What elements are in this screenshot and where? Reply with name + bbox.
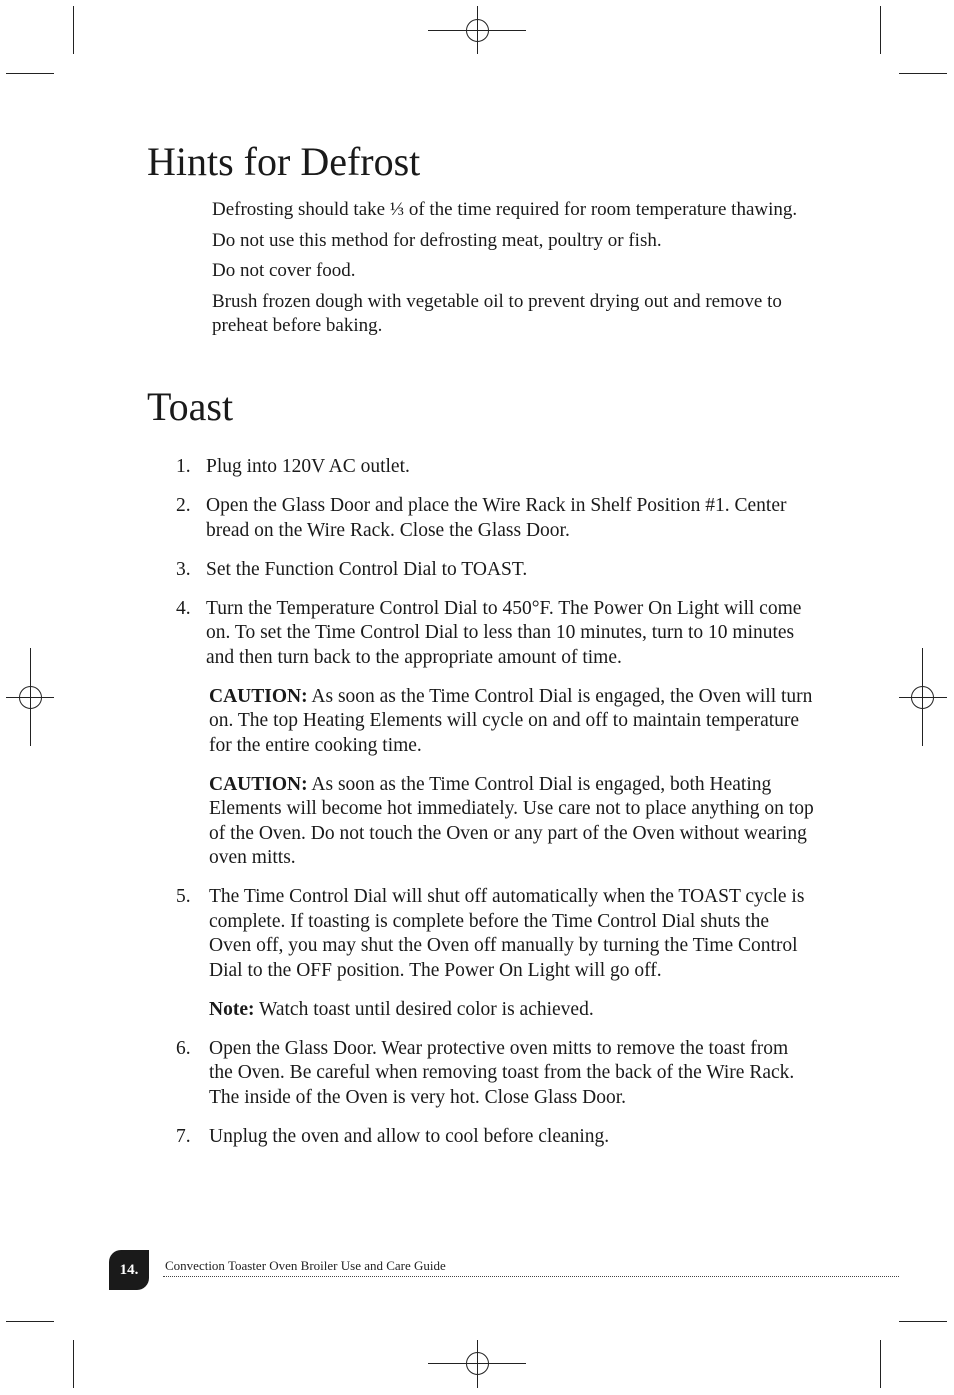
footer-guide-title: Convection Toaster Oven Broiler Use and Care Guide bbox=[165, 1258, 446, 1273]
caution-text: As soon as the Time Control Dial is engaged, both Heating Elements will become hot immediately. Use care not to place anything on top of the Oven. Do not touch the Oven or any part of the Oven without wearing oven mitts. bbox=[209, 773, 814, 868]
step-4 bbox=[176, 597, 816, 871]
step-text: Turn the Temperature Control Dial to 450°F. The Power On Light will come on. To set the Time Control Dial to less than 10 minutes, turn to 10 minutes and then turn back to the appropriate amount of time. bbox=[206, 597, 802, 668]
step-7 bbox=[176, 1125, 816, 1150]
step-number: 2. bbox=[176, 495, 191, 516]
toast-heading: Toast bbox=[147, 384, 234, 429]
caution-2 bbox=[206, 773, 816, 871]
caution-label: CAUTION: bbox=[209, 773, 308, 795]
toast-steps bbox=[176, 455, 816, 1164]
step-number: 3. bbox=[176, 558, 191, 580]
step-text: The Time Control Dial will shut off automatically when the TOAST cycle is complete. If toasting is complete before the Time Control Dial shuts the Oven off, you may shut the Oven off manually by turning the Time Control Dial to the OFF position. The Power On Light will go off. bbox=[209, 886, 805, 981]
step-text: Open the Glass Door and place the Wire Rack in Shelf Position #1. Center bread on the Wire Rack. Close the Glass Door. bbox=[206, 495, 787, 541]
note bbox=[209, 998, 816, 1023]
step-number: 6. bbox=[176, 1037, 191, 1059]
page-number-badge: 14. bbox=[109, 1250, 149, 1290]
step-3 bbox=[176, 558, 816, 583]
step-1 bbox=[176, 455, 816, 480]
step-text: Unplug the oven and allow to cool before cleaning. bbox=[209, 1125, 610, 1147]
step-text: Open the Glass Door. Wear protective oven mitts to remove the toast from the Oven. Be careful when removing toast from the back of the Wire Rack. The inside of the Oven is very hot. Close Glass Door. bbox=[209, 1037, 795, 1108]
defrost-hints bbox=[212, 198, 812, 345]
caution-text: As soon as the Time Control Dial is engaged, the Oven will turn on. The top Heating Elements will cycle on and off to maintain temperature for the entire cooking time. bbox=[209, 685, 813, 756]
defrost-hint: Brush frozen dough with vegetable oil to prevent drying out and remove to preheat before baking. bbox=[212, 290, 782, 336]
step-text: Plug into 120V AC outlet. bbox=[206, 456, 410, 477]
step-6 bbox=[176, 1037, 816, 1111]
defrost-hint: Do not cover food. bbox=[212, 260, 356, 281]
step-number: 4. bbox=[176, 597, 191, 619]
note-text: Watch toast until desired color is achieved. bbox=[254, 998, 594, 1020]
footer-dotted-rule bbox=[163, 1276, 899, 1277]
step-text: Set the Function Control Dial to TOAST. bbox=[206, 558, 528, 580]
step-number: 5. bbox=[176, 886, 191, 907]
defrost-hint: Do not use this method for defrosting meat, poultry or fish. bbox=[212, 229, 662, 251]
caution-1 bbox=[206, 685, 816, 759]
note-label: Note: bbox=[209, 998, 255, 1020]
caution-label: CAUTION: bbox=[209, 685, 308, 707]
step-5 bbox=[176, 885, 816, 1022]
step-number: 7. bbox=[176, 1125, 191, 1147]
defrost-heading: Hints for Defrost bbox=[147, 139, 421, 184]
step-number: 1. bbox=[176, 456, 191, 477]
defrost-hint: Defrosting should take ⅓ of the time required for room temperature thawing. bbox=[212, 199, 798, 220]
step-2 bbox=[176, 494, 816, 543]
